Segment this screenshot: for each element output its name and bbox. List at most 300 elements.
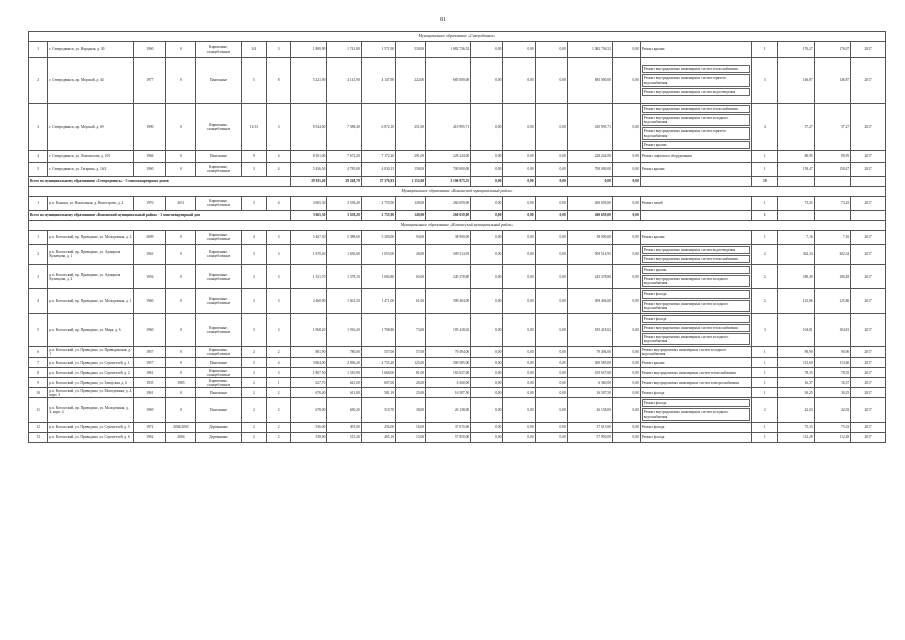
- table-row: [29, 196, 886, 210]
- cell-a2: 7 588,40: [327, 104, 361, 151]
- cell-res: 158,00: [396, 162, 426, 176]
- cell-addr: р.п. Котласский, ул. Приводино, ул. Строителей, д. 6: [48, 432, 134, 442]
- cell-f4: 309 404,00: [567, 289, 612, 313]
- cell-f3: 0,00: [535, 58, 567, 104]
- cell-p1: 57,27: [778, 104, 815, 151]
- table-row: [29, 104, 886, 151]
- cell-cost: 509 514,95: [426, 244, 471, 264]
- cell-a2: 5 388,00: [327, 230, 361, 244]
- cell-res: 26,00: [396, 378, 426, 388]
- total-empty-1: [778, 210, 815, 220]
- cell-yr: 2017: [851, 230, 886, 244]
- cell-p2: 78,35: [814, 368, 851, 378]
- cell-f5: 0,00: [612, 244, 640, 264]
- table-row: [29, 368, 886, 378]
- cell-f2: 0,00: [503, 398, 535, 422]
- cell-a3: 557,00: [361, 347, 395, 358]
- cell-year: 1960: [134, 289, 166, 313]
- cell-k: 1: [752, 150, 778, 162]
- cell-works: [640, 388, 752, 398]
- work-item: Ремонт фасада: [642, 399, 751, 407]
- cell-floors: 3: [241, 162, 267, 176]
- cell-p2: 125,86: [814, 289, 851, 313]
- cell-p1: 146,87: [778, 58, 815, 104]
- cell-a3: 405,10: [361, 432, 395, 442]
- cell-f2: 0,00: [503, 378, 535, 388]
- cell-n: 9: [29, 378, 48, 388]
- cell-a2: 1 601,50: [327, 289, 361, 313]
- cell-a1: 3 665,30: [290, 196, 327, 210]
- work-item: Ремонт крыши: [641, 360, 665, 365]
- table-row: [29, 422, 886, 432]
- section-title: Муниципальное образование «Котласский муниципальный район»: [29, 220, 886, 230]
- work-item: Ремонт внутридомовых инженерных систем холодного водоснабжения: [642, 300, 751, 312]
- table-row: [29, 265, 886, 289]
- cell-ent: 2: [267, 432, 291, 442]
- cell-p2: 113,60: [814, 358, 851, 368]
- cell-a2: 7 672,20: [327, 150, 361, 162]
- cell-k: 2: [752, 265, 778, 289]
- cell-mat: Кирпичные, сланцеблочные: [196, 368, 241, 378]
- cell-p1: 7,16: [778, 230, 815, 244]
- cell-p1: 104,81: [778, 313, 815, 347]
- cell-k: 1: [752, 196, 778, 210]
- table-row: [29, 58, 886, 104]
- work-item: Ремонт крыши: [641, 235, 665, 240]
- cell-works: [640, 230, 752, 244]
- cell-cost: 79 494,00: [426, 347, 471, 358]
- cell-mat: Деревянные: [196, 432, 241, 442]
- cell-works: [640, 378, 752, 388]
- cell-yr: 2017: [851, 378, 886, 388]
- cell-a2: 1 916,20: [327, 313, 361, 347]
- cell-recon: 0: [166, 104, 196, 151]
- cell-floors: 12/13: [241, 104, 267, 151]
- cell-recon: 2011: [166, 196, 196, 210]
- cell-a1: 5 221,90: [290, 58, 327, 104]
- cell-mat: Кирпичные, сланцеблочные: [196, 265, 241, 289]
- cell-f2: 0,00: [503, 150, 535, 162]
- work-item: Ремонт внутридомовых инженерных систем теплоснабжения: [642, 65, 751, 73]
- cell-n: 3: [29, 265, 48, 289]
- cell-f5: 0,00: [612, 150, 640, 162]
- cell-floors: 3: [241, 368, 267, 378]
- cell-f5: 0,00: [612, 289, 640, 313]
- cell-f5: 0,00: [612, 422, 640, 432]
- cell-ent: 3: [267, 230, 291, 244]
- cell-floors: 9: [241, 150, 267, 162]
- table-row: [29, 358, 886, 368]
- cell-f5: 0,00: [612, 58, 640, 104]
- cell-f2: 0,00: [503, 422, 535, 432]
- cell-works: [640, 398, 752, 422]
- section-title: Муниципальное образование «Северодвинск»: [29, 32, 886, 42]
- cell-k: 4: [752, 104, 778, 151]
- cell-k: 2: [752, 289, 778, 313]
- cell-p2: 112,28: [814, 432, 851, 442]
- cell-floors: 3/4: [241, 42, 267, 58]
- cell-p2: 7,16: [814, 230, 851, 244]
- cell-f2: 0,00: [503, 368, 535, 378]
- cell-p1: 302,34: [778, 244, 815, 264]
- cell-f3: 0,00: [535, 368, 567, 378]
- cell-recon: 0: [166, 150, 196, 162]
- cell-ent: 4: [267, 358, 291, 368]
- cell-f2: 0,00: [503, 42, 535, 58]
- cell-f5: 0,00: [612, 347, 640, 358]
- table-row: [29, 432, 886, 442]
- cell-a1: 627,70: [290, 378, 327, 388]
- cell-f2: 0,00: [503, 104, 535, 151]
- cell-yr: 2017: [851, 104, 886, 151]
- cell-p1: 176,27: [778, 42, 815, 58]
- total-f3: 0,00: [535, 176, 567, 186]
- cell-works: [640, 358, 752, 368]
- cell-f3: 0,00: [535, 150, 567, 162]
- cell-n: 2: [29, 244, 48, 264]
- cell-k: 1: [752, 162, 778, 176]
- cell-f1: 0,00: [471, 347, 503, 358]
- cell-res: 81,00: [396, 368, 426, 378]
- cell-n: 12: [29, 422, 48, 432]
- cell-n: 11: [29, 398, 48, 422]
- cell-n: 7: [29, 358, 48, 368]
- table-row: [29, 388, 886, 398]
- work-item: Ремонт внутридомовых инженерных систем водоотведения: [642, 88, 751, 96]
- total-cost: 260 659,00: [426, 210, 471, 220]
- cell-year: 1962: [134, 432, 166, 442]
- cell-a3: 5 300,00: [361, 230, 395, 244]
- cell-k: 1: [752, 42, 778, 58]
- cell-a3: 4 030,13: [361, 162, 395, 176]
- cell-ent: 3: [267, 368, 291, 378]
- cell-f2: 0,00: [503, 347, 535, 358]
- cell-a1: 678,00: [290, 398, 327, 422]
- cell-res: 530,00: [396, 42, 426, 58]
- total-row: [29, 176, 886, 186]
- work-item: Ремонт внутридомовых инженерных систем теплоснабжения: [641, 370, 736, 375]
- table-row: [29, 378, 886, 388]
- cell-cost: 228 244,00: [426, 150, 471, 162]
- cell-yr: 2017: [851, 347, 886, 358]
- cell-a1: 1 968,20: [290, 313, 327, 347]
- total-f4: 260 659,00: [567, 210, 612, 220]
- cell-k: 2: [752, 398, 778, 422]
- total-f4: 0,00: [567, 176, 612, 186]
- cell-a3: 581,10: [361, 388, 395, 398]
- cell-a1: 1 670,40: [290, 244, 327, 264]
- cell-f3: 0,00: [535, 398, 567, 422]
- table-row: [29, 150, 886, 162]
- cell-a1: 676,40: [290, 388, 327, 398]
- cell-mat: Панельные: [196, 150, 241, 162]
- cell-res: 125,00: [396, 358, 426, 368]
- cell-ent: 4: [267, 162, 291, 176]
- cell-works: [640, 244, 752, 264]
- cell-a2: 1 741,80: [327, 42, 361, 58]
- table-row: [29, 313, 886, 347]
- work-item: Ремонт внутридомовых инженерных систем электроснабжения: [641, 380, 739, 385]
- total-a3: 27 376,83: [361, 176, 395, 186]
- cell-yr: 2017: [851, 162, 886, 176]
- total-empty-2: [814, 176, 851, 186]
- work-item: Ремонт фасада: [641, 390, 665, 395]
- work-item: Ремонт внутридомовых инженерных систем горячего водоснабжения: [642, 74, 751, 86]
- cell-k: 2: [752, 244, 778, 264]
- cell-res: 65,00: [396, 265, 426, 289]
- cell-a3: 6 872,10: [361, 104, 395, 151]
- cell-recon: 2004/2005: [166, 422, 196, 432]
- cell-p2: 57,27: [814, 104, 851, 151]
- cell-f1: 0,00: [471, 378, 503, 388]
- total-res: 149,00: [396, 210, 426, 220]
- cell-cost: 185 418,02: [426, 313, 471, 347]
- cell-addr: р.п. Котласский, ул. Приводино, ул. Заводская, д. 6: [48, 378, 134, 388]
- cell-n: 5: [29, 162, 48, 176]
- cell-n: 13: [29, 432, 48, 442]
- cell-p2: 302,34: [814, 244, 851, 264]
- total-empty-works: [640, 210, 752, 220]
- total-res: 1 152,00: [396, 176, 426, 186]
- cell-floors: 3: [241, 265, 267, 289]
- section-title: Муниципальное образование «Коношский муниципальный район»: [29, 186, 886, 196]
- cell-p1: 125,86: [778, 289, 815, 313]
- cell-works: [640, 150, 752, 162]
- cell-a1: 5 467,30: [290, 230, 327, 244]
- cell-works: [640, 368, 752, 378]
- work-item: Ремонт фасада: [642, 290, 751, 298]
- cell-f3: 0,00: [535, 347, 567, 358]
- cell-ent: 4: [267, 196, 291, 210]
- cell-p1: 78,35: [778, 368, 815, 378]
- cell-f3: 0,00: [535, 358, 567, 368]
- cell-f1: 0,00: [471, 244, 503, 264]
- cell-p1: 113,60: [778, 358, 815, 368]
- cell-f1: 0,00: [471, 150, 503, 162]
- cell-f3: 0,00: [535, 42, 567, 58]
- cell-p1: 42,03: [778, 398, 815, 422]
- cell-addr: р.п. Котласский, пр. Приводино, ул. Молодежная, д. 2: [48, 230, 134, 244]
- total-empty-2: [814, 210, 851, 220]
- work-item: Ремонт крыши: [641, 167, 665, 172]
- cell-cost: 6 360,00: [426, 378, 471, 388]
- cell-addr: р.п. Котласский, пр. Приводино, ул. Молодежная, д. 4, корп. 4: [48, 398, 134, 422]
- cell-p1: 73,25: [778, 196, 815, 210]
- cell-f4: 26 138,00: [567, 398, 612, 422]
- cell-f4: 300 585,00: [567, 358, 612, 368]
- cell-a3: 2 735,20: [361, 358, 395, 368]
- cell-year: 1969: [134, 398, 166, 422]
- cell-a1: 538,00: [290, 432, 327, 442]
- cell-p2: 146,87: [814, 58, 851, 104]
- cell-a3: 1 571,90: [361, 42, 395, 58]
- cell-p2: 30,25: [814, 388, 851, 398]
- total-f1: 0,00: [471, 176, 503, 186]
- work-item: Ремонт фасада: [641, 435, 665, 440]
- cell-p1: 112,28: [778, 432, 815, 442]
- cell-addr: г. Северодвинск, ул. Ломоносова, д. 105: [48, 150, 134, 162]
- cell-res: 222,00: [396, 58, 426, 104]
- cell-n: 1: [29, 42, 48, 58]
- total-f3: 0,00: [535, 210, 567, 220]
- cell-f3: 0,00: [535, 313, 567, 347]
- cell-ent: 2: [267, 347, 291, 358]
- cell-floors: 2: [241, 388, 267, 398]
- cell-addr: р.п. Коноша, ул. Вокзальная, д. Новостроек, д. 2: [48, 196, 134, 210]
- table-row: [29, 162, 886, 176]
- table-row: [29, 347, 886, 358]
- cell-floors: 2: [241, 398, 267, 422]
- cell-f4: 38 000,00: [567, 230, 612, 244]
- cell-yr: 2017: [851, 432, 886, 442]
- cell-n: 4: [29, 150, 48, 162]
- cell-res: 73,00: [396, 313, 426, 347]
- cell-f4: 165 637,00: [567, 368, 612, 378]
- work-item: Ремонт фасада: [642, 315, 751, 323]
- cell-f4: 509 514,95: [567, 244, 612, 264]
- cell-mat: Кирпичные, сланцеблочные: [196, 347, 241, 358]
- cell-works: [640, 313, 752, 347]
- cell-works: [640, 289, 752, 313]
- work-item: Ремонт внутридомовых инженерных систем холодного водоснабжения: [641, 348, 727, 357]
- cell-works: [640, 162, 752, 176]
- cell-k: 1: [752, 230, 778, 244]
- cell-a3: 1 668,00: [361, 368, 395, 378]
- cell-f3: 0,00: [535, 378, 567, 388]
- cell-f3: 0,00: [535, 196, 567, 210]
- cell-p2: 73,25: [814, 196, 851, 210]
- cell-mat: Кирпичные, сланцеблочные: [196, 289, 241, 313]
- cell-a1: 8 544,00: [290, 104, 327, 151]
- cell-f3: 0,00: [535, 230, 567, 244]
- cell-a3: 4 147,90: [361, 58, 395, 104]
- cell-a2: 491,00: [327, 422, 361, 432]
- cell-floors: 3: [241, 313, 267, 347]
- cell-works: [640, 58, 752, 104]
- cell-addr: р.п. Котласский, пр. Приводино, ул. Адмирала Кузнецова, д. 2: [48, 265, 134, 289]
- cell-yr: 2017: [851, 368, 886, 378]
- cell-works: [640, 422, 752, 432]
- cell-p2: 42,03: [814, 398, 851, 422]
- cell-f4: 260 659,00: [567, 196, 612, 210]
- cell-recon: 0: [166, 358, 196, 368]
- cell-f3: 0,00: [535, 162, 567, 176]
- cell-year: 1960: [134, 162, 166, 176]
- table-row: [29, 244, 886, 264]
- cell-ent: 2: [267, 388, 291, 398]
- cell-f3: 0,00: [535, 388, 567, 398]
- cell-n: 5: [29, 313, 48, 347]
- cell-res: 15,00: [396, 432, 426, 442]
- cell-mat: Кирпичные, сланцеблочные: [196, 313, 241, 347]
- cell-n: 8: [29, 368, 48, 378]
- cell-a2: 1 378,10: [327, 265, 361, 289]
- cell-f4: 185 418,02: [567, 313, 612, 347]
- cell-cost: 37 015,00: [426, 422, 471, 432]
- cell-cost: 685 000,00: [426, 58, 471, 104]
- cell-f2: 0,00: [503, 358, 535, 368]
- cell-a1: 536,00: [290, 422, 327, 432]
- cell-res: 61,00: [396, 289, 426, 313]
- cell-f5: 0,00: [612, 388, 640, 398]
- cell-a3: 1 471,00: [361, 289, 395, 313]
- cell-recon: 0: [166, 289, 196, 313]
- total-f2: 0,00: [503, 176, 535, 186]
- cell-floors: 4: [241, 230, 267, 244]
- cell-cost: 26 138,00: [426, 398, 471, 422]
- work-item: Ремонт внутридомовых инженерных систем водоотведения: [642, 246, 751, 254]
- cell-p2: 80,95: [814, 150, 851, 162]
- cell-cost: 38 000,00: [426, 230, 471, 244]
- cell-addr: г. Северодвинск, ул. Гагарина, д. 16/2: [48, 162, 134, 176]
- cell-f1: 0,00: [471, 422, 503, 432]
- cell-a2: 1 310,90: [327, 368, 361, 378]
- cell-k: 1: [752, 422, 778, 432]
- cell-ent: 1: [267, 378, 291, 388]
- work-item: Ремонт внутридомовых инженерных систем холодного водоснабжения: [642, 114, 751, 126]
- cell-f1: 0,00: [471, 313, 503, 347]
- cell-p1: 158,47: [778, 162, 815, 176]
- cell-floors: 2: [241, 347, 267, 358]
- cell-works: [640, 104, 752, 151]
- cell-f1: 0,00: [471, 289, 503, 313]
- cell-year: 1961: [134, 388, 166, 398]
- cell-f1: 0,00: [471, 162, 503, 176]
- cell-year: 1961: [134, 368, 166, 378]
- cell-f5: 0,00: [612, 265, 640, 289]
- cell-works: [640, 265, 752, 289]
- cell-recon: 0: [166, 162, 196, 176]
- cell-yr: 2017: [851, 313, 886, 347]
- cell-p1: 180,49: [778, 265, 815, 289]
- cell-floors: 5: [241, 58, 267, 104]
- cell-a2: 1 656,00: [327, 244, 361, 264]
- cell-res: 16,00: [396, 422, 426, 432]
- cell-k: 1: [752, 368, 778, 378]
- cell-mat: Кирпичные, сланцеблочные: [196, 196, 241, 210]
- cell-ent: 3: [267, 289, 291, 313]
- total-empty-works: [640, 176, 752, 186]
- cell-yr: 2017: [851, 150, 886, 162]
- cell-f1: 0,00: [471, 398, 503, 422]
- cell-p1: 80,95: [778, 150, 815, 162]
- cell-mat: Кирпичные, сланцеблочные: [196, 104, 241, 151]
- cell-f1: 0,00: [471, 432, 503, 442]
- cell-yr: 2017: [851, 358, 886, 368]
- cell-f3: 0,00: [535, 422, 567, 432]
- cell-f2: 0,00: [503, 265, 535, 289]
- total-k: 1: [752, 210, 778, 220]
- cell-a1: 1 331,70: [290, 265, 327, 289]
- cell-floors: 2: [241, 378, 267, 388]
- cell-f2: 0,00: [503, 388, 535, 398]
- cell-f1: 0,00: [471, 104, 503, 151]
- cell-recon: 0: [166, 230, 196, 244]
- cell-a1: 1 880,90: [290, 42, 327, 58]
- cell-f5: 0,00: [612, 162, 640, 176]
- cell-f1: 0,00: [471, 42, 503, 58]
- cell-addr: г. Северодвинск, пр. Морской, д. 44: [48, 58, 134, 104]
- cell-f4: 228 244,00: [567, 150, 612, 162]
- cell-floors: 3: [241, 196, 267, 210]
- cell-yr: 2017: [851, 196, 886, 210]
- cell-year: 1970: [134, 196, 166, 210]
- cell-year: 1935: [134, 378, 166, 388]
- total-f2: 0,00: [503, 210, 535, 220]
- cell-f4: 79 494,00: [567, 347, 612, 358]
- cell-a1: 8 301,00: [290, 150, 327, 162]
- cell-f3: 0,00: [535, 289, 567, 313]
